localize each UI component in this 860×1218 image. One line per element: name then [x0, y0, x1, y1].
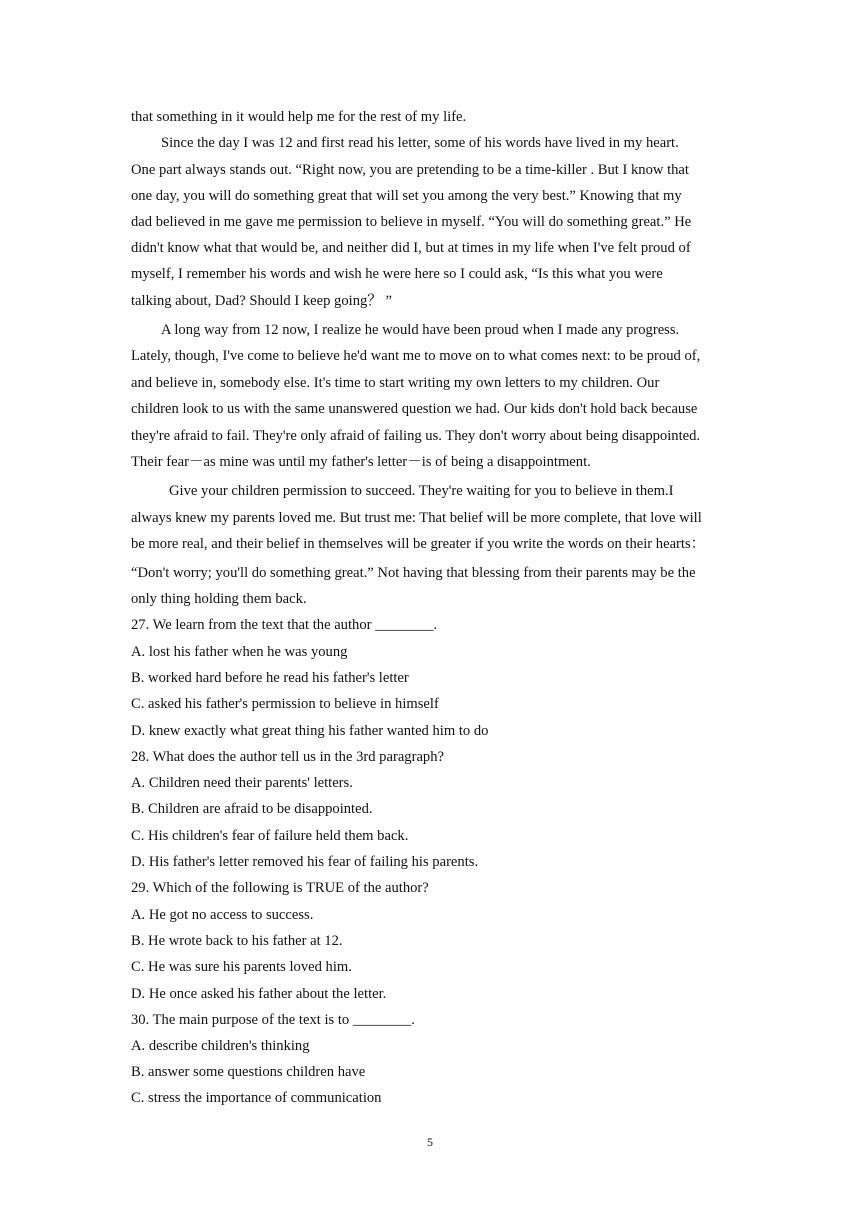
paragraph-line: be more real, and their belief in themselves will be greater if you write the words on their hearts： [131, 536, 706, 552]
paragraph-line: Give your children permission to succeed. They're waiting for you to believe in them.I [169, 483, 674, 499]
option-line: A. He got no access to success. [131, 907, 314, 923]
paragraph-line: Their fear－as mine was until my father's letter－is of being a disappointment. [131, 454, 591, 470]
option-line: C. stress the importance of communication [131, 1090, 382, 1106]
option-line: C. asked his father's permission to believe in himself [131, 696, 439, 712]
paragraph-line: dad believed in me gave me permission to believe in myself. “You will do something great.” He [131, 214, 692, 230]
paragraph-line: talking about, Dad? Should I keep going？ ” [131, 293, 393, 309]
option-line: B. He wrote back to his father at 12. [131, 933, 343, 949]
option-line: D. His father's letter removed his fear of failing his parents. [131, 854, 479, 870]
paragraph-line: children look to us with the same unanswered question we had. Our kids don't hold back because [131, 401, 698, 417]
question-line: 28. What does the author tell us in the 3rd paragraph? [131, 749, 444, 765]
question-line: 30. The main purpose of the text is to ________. [131, 1012, 415, 1028]
paragraph-line: One part always stands out. “Right now, you are pretending to be a time-killer . But I know that [131, 162, 689, 178]
page-number: 5 [427, 1135, 433, 1149]
option-line: A. Children need their parents' letters. [131, 775, 353, 791]
option-line: D. He once asked his father about the letter. [131, 986, 387, 1002]
paragraph-line: always knew my parents loved me. But trust me: That belief will be more complete, that love will [131, 510, 702, 526]
option-line: C. He was sure his parents loved him. [131, 959, 352, 975]
option-line: B. Children are afraid to be disappointed. [131, 801, 373, 817]
paragraph-line: Lately, though, I've come to believe he'd want me to move on to what comes next: to be proud of, [131, 348, 701, 364]
option-line: A. lost his father when he was young [131, 644, 348, 660]
option-line: B. answer some questions children have [131, 1064, 366, 1080]
paragraph-line: one day, you will do something great that will set you among the very best.” Knowing that my [131, 188, 682, 204]
paragraph-line: and believe in, somebody else. It's time to start writing my own letters to my children. Our [131, 375, 660, 391]
option-line: D. knew exactly what great thing his father wanted him to do [131, 723, 489, 739]
paragraph-line: “Don't worry; you'll do something great.” Not having that blessing from their parents may be the [131, 565, 696, 581]
paragraph-line: didn't know what that would be, and neither did I, but at times in my life when I've felt proud of [131, 240, 691, 256]
paragraph-line: myself, I remember his words and wish he were here so I could ask, “Is this what you were [131, 266, 663, 282]
option-line: A. describe children's thinking [131, 1038, 310, 1054]
question-line: 29. Which of the following is TRUE of the author? [131, 880, 429, 896]
question-line: 27. We learn from the text that the author ________. [131, 617, 438, 633]
paragraph-line: that something in it would help me for the rest of my life. [131, 109, 467, 125]
option-line: C. His children's fear of failure held them back. [131, 828, 409, 844]
option-line: B. worked hard before he read his father's letter [131, 670, 409, 686]
paragraph-line: A long way from 12 now, I realize he would have been proud when I made any progress. [161, 322, 680, 338]
paragraph-line: they're afraid to fail. They're only afraid of failing us. They don't worry about being disappointed. [131, 428, 701, 444]
paragraph-line: Since the day I was 12 and first read his letter, some of his words have lived in my heart. [161, 135, 679, 151]
paragraph-line: only thing holding them back. [131, 591, 307, 607]
